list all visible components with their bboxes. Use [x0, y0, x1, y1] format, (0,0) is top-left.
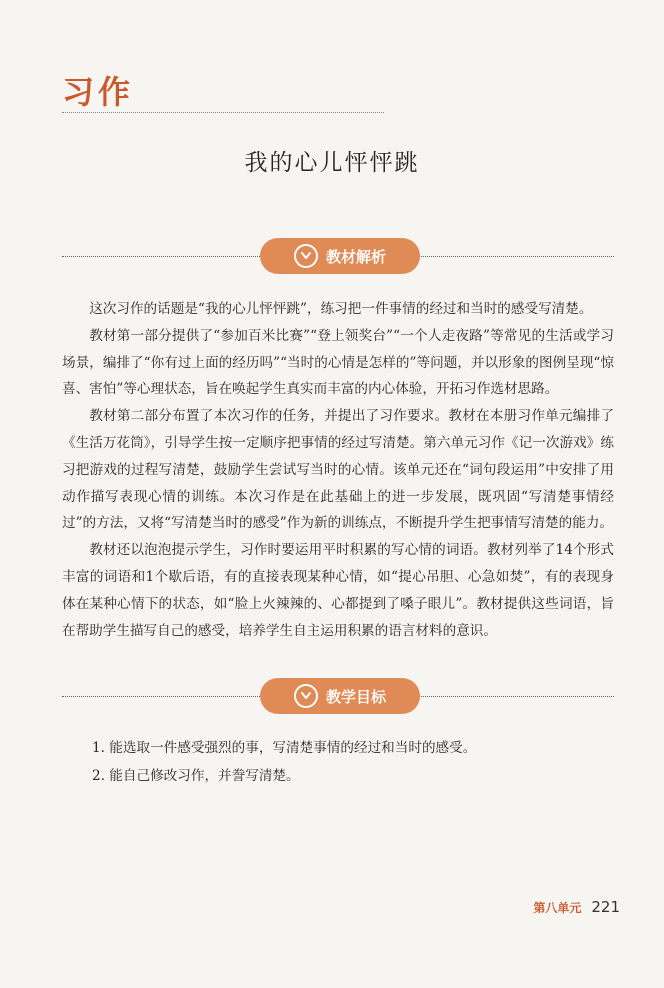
chevron-circle-icon: [294, 684, 318, 708]
analysis-paragraph: 教材第一部分提供了“参加百米比赛”“登上领奖台”“一个人走夜路”等常见的生活或学习场景，编排了“你有过上面的经历吗”“当时的心情是怎样的”等问题，并以形象的图例呈现“惊喜、害怕”等心理状态，旨在唤起学生真实而丰富的内心体验，开拓习作选材思路。: [62, 327, 614, 398]
goals-heading-pill: [260, 678, 420, 714]
page-footer: [533, 898, 620, 916]
chevron-circle-icon: [294, 244, 318, 268]
analysis-paragraph: 教材第二部分布置了本次习作的任务，并提出了习作要求。教材在本册习作单元编排了《生活万花筒》，引导学生按一定顺序把事情的经过写清楚。第六单元习作《记一次游戏》练习把游戏的过程写清楚，鼓励学生尝试写当时的心情。该单元还在“词句段运用”中安排了用动作描写表现心情的训练。本次习作是在此基础上的进一步发展，既巩固“写清楚事情经过”的方法，又将“写清楚当时的感受”作为新的训练点，不断提升学生把事情写清楚的能力。: [62, 408, 614, 532]
subject-title: 我的心儿怦怦跳: [244, 150, 420, 176]
title-divider: [62, 112, 384, 113]
goals-list: [92, 734, 612, 790]
goals-header: [62, 678, 614, 714]
unit-label: 第八单元: [533, 901, 582, 915]
analysis-heading: 教材解析: [325, 247, 386, 266]
analysis-paragraph: 教材还以泡泡提示学生，习作时要运用平时积累的写心情的词语。教材列举了14个形式丰富的词语和1个歇后语，有的直接表现某种心情，如“提心吊胆、心急如焚”，有的表现身体在某种心情下的状态，如“脸上火辣辣的、心都提到了嗓子眼儿”。教材提供这些词语，旨在帮助学生描写自己的感受，培养学生自主运用积累的语言材料的意识。: [62, 542, 614, 639]
goal-item: 1. 能选取一件感受强烈的事，写清楚事情的经过和当时的感受。: [92, 740, 477, 756]
goal-item: 2. 能自己修改习作，并誊写清楚。: [92, 768, 300, 784]
analysis-heading-pill: [260, 238, 420, 274]
analysis-header: [62, 238, 614, 274]
analysis-body: [62, 296, 614, 644]
analysis-paragraph: 这次习作的话题是“我的心儿怦怦跳”，练习把一件事情的经过和当时的感受写清楚。: [89, 301, 593, 317]
goals-heading: 教学目标: [325, 687, 386, 706]
section-title: 习作: [62, 73, 135, 111]
page-number: 221: [591, 898, 620, 916]
